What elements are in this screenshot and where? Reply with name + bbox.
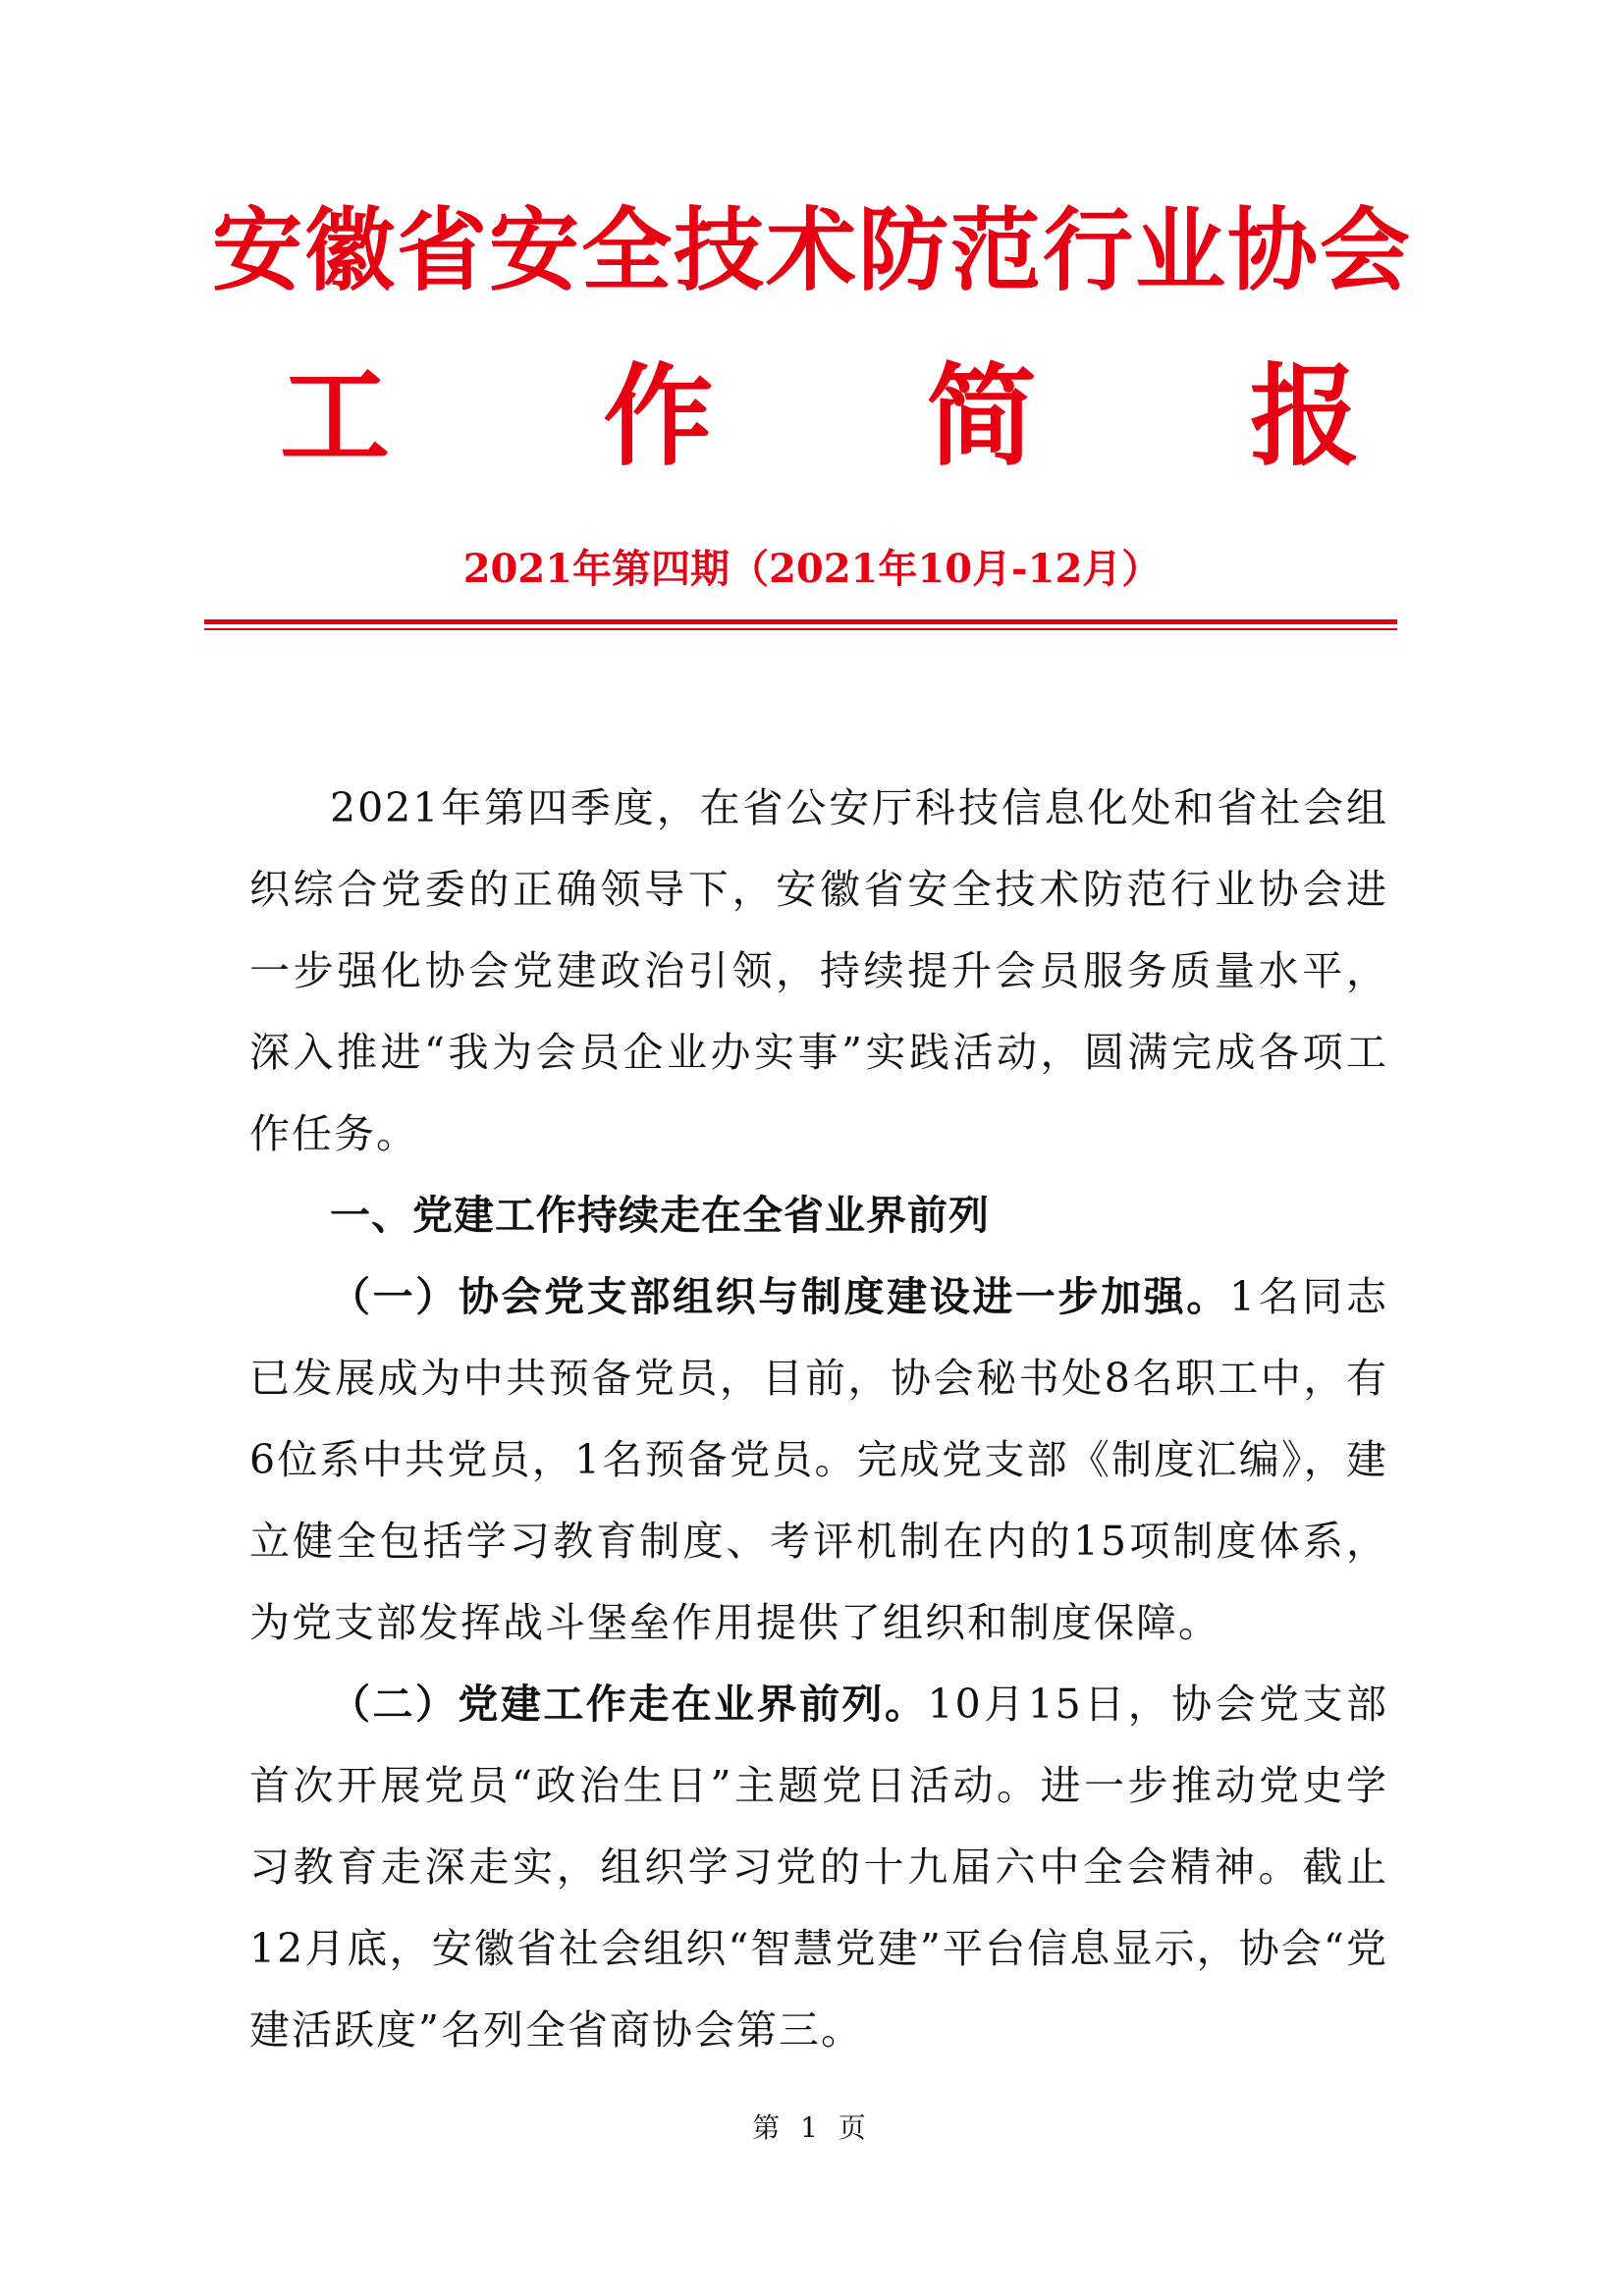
document-body xyxy=(249,768,1388,2071)
intro-paragraph: 2021年第四季度，在省公安厅科技信息化处和省社会组织综合党委的正确领导下，安徽省安全技术防范行业协会进一步强化协会党建政治引领，持续提升会员服务质量水平，深入推进“我为会员企业办实事”实践活动，圆满完成各项工作任务。 xyxy=(249,784,1388,1157)
item-2-heading: （二）党建工作走在业界前列。 xyxy=(330,1681,928,1728)
item-2-text: 10月15日，协会党支部首次开展党员“政治生日”主题党日活动。进一步推动党史学习教育走深走实，组织学习党的十九届六中全会精神。截止12月底，安徽省社会组织“智慧党建”平台信息显示，协会“党建活跃度”名列全省商协会第三。 xyxy=(249,1681,1389,2054)
bulletin-char-3: 简 xyxy=(926,353,1037,481)
item-1-heading: （一）协会党支部组织与制度建设进一步加强。 xyxy=(330,1273,1230,1320)
bulletin-title xyxy=(280,353,1360,481)
item-2-paragraph xyxy=(249,1664,1388,2071)
page-number: 第 1 页 xyxy=(752,2111,872,2144)
bulletin-char-2: 作 xyxy=(603,353,714,481)
header-divider-thin xyxy=(204,628,1397,630)
org-title: 安徽省安全技术防范行业协会 xyxy=(211,197,1412,303)
bulletin-char-1: 工 xyxy=(280,353,390,481)
item-1-paragraph xyxy=(249,1256,1388,1664)
bulletin-char-4: 报 xyxy=(1249,353,1360,481)
issue-line: 2021年第四期（2021年10月-12月） xyxy=(462,546,1162,592)
header-divider-thick xyxy=(204,619,1397,624)
section-heading-1: 一、党建工作持续走在全省业界前列 xyxy=(330,1192,990,1239)
item-1-text: 1名同志已发展成为中共预备党员，目前，协会秘书处8名职工中，有6位系中共党员，1名预备党员。完成党支部《制度汇编》，建立健全包括学习教育制度、考评机制在内的15项制度体系，为党支部发挥战斗堡垒作用提供了组织和制度保障。 xyxy=(249,1273,1388,1646)
